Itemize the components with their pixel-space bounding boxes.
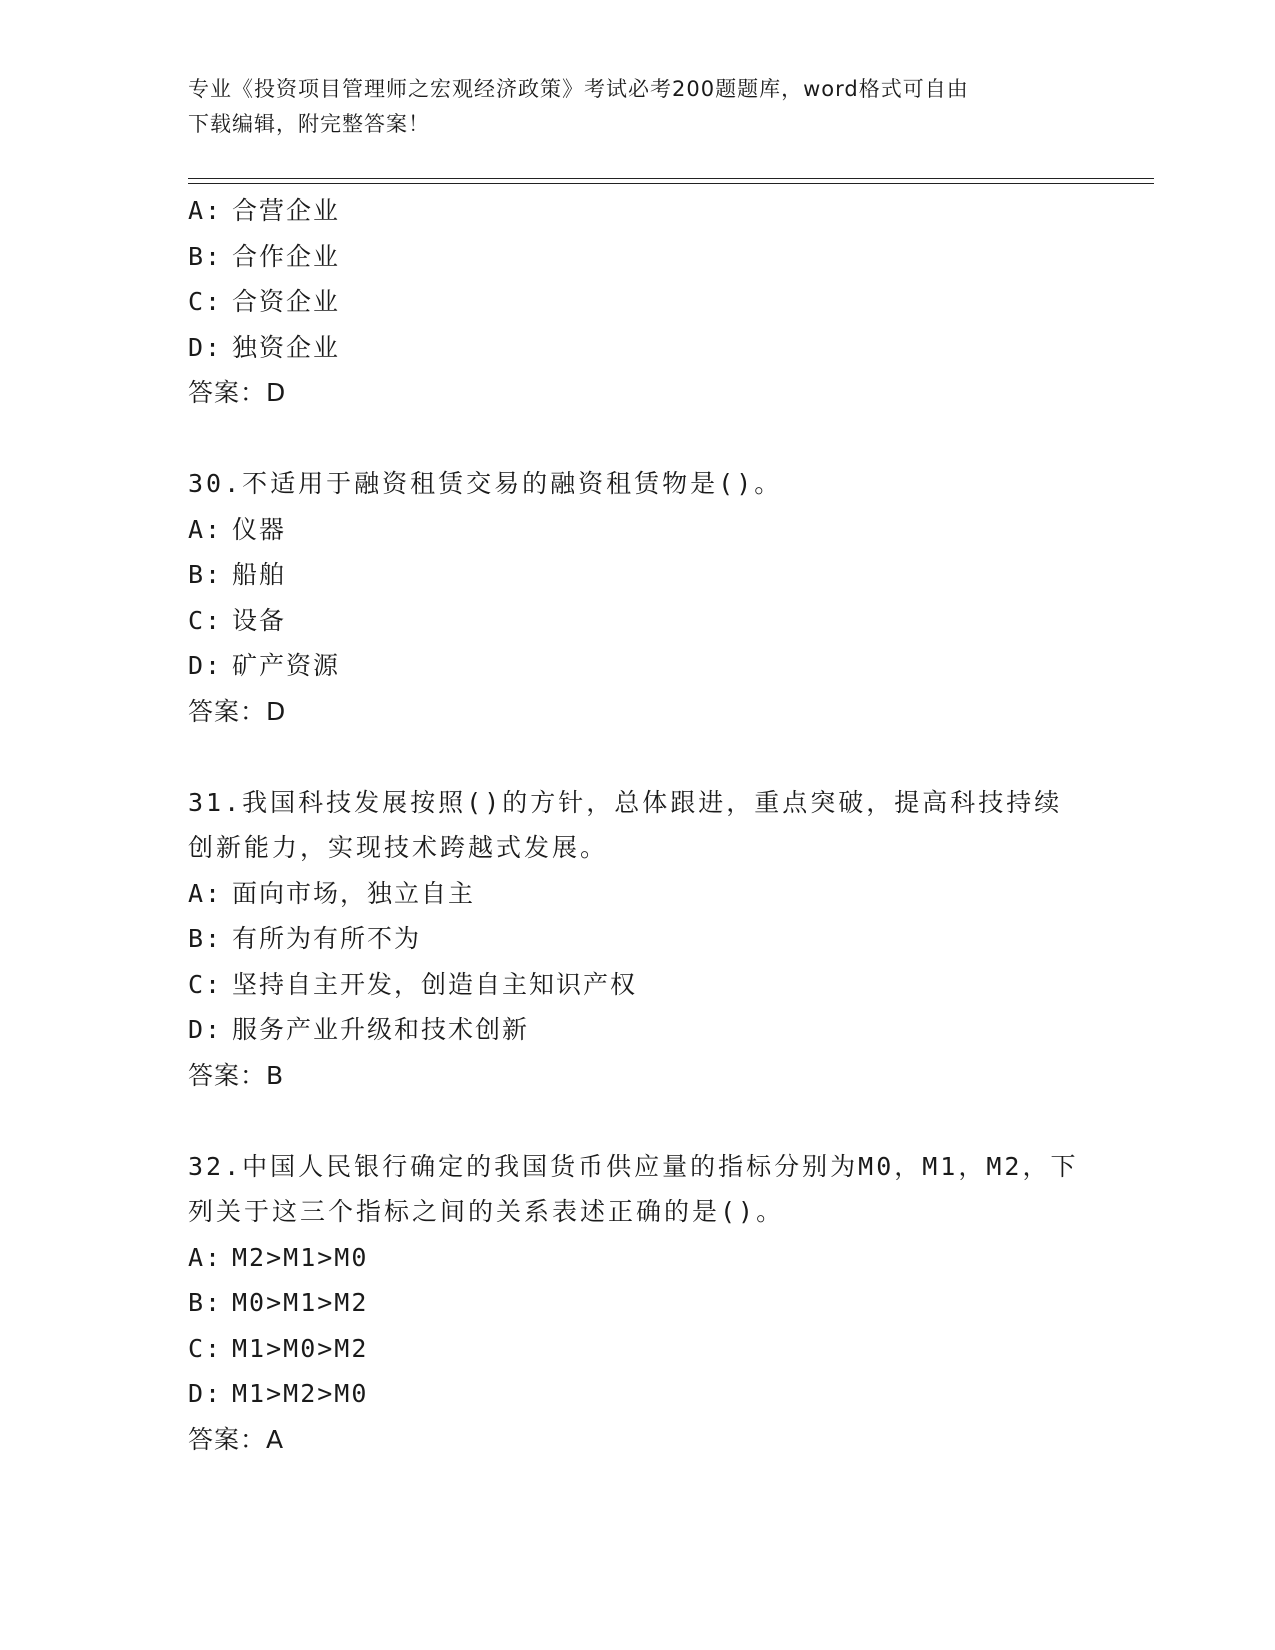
question-stem: 31.我国科技发展按照()的方针，总体跟进，重点突破，提高科技持续 xyxy=(188,787,1063,817)
option-text: M1>M2>M0 xyxy=(232,1379,369,1408)
option-text: M2>M1>M0 xyxy=(232,1242,369,1272)
option-text: 设备 xyxy=(232,605,287,635)
option-label: B: xyxy=(188,560,223,589)
option-c xyxy=(188,598,1088,644)
option-label: A: xyxy=(188,1242,223,1272)
answer-line: 答案：B xyxy=(188,1060,285,1090)
option-label: C: xyxy=(188,1333,223,1363)
option-label: C: xyxy=(188,969,223,999)
option-a xyxy=(188,1235,1088,1281)
header-line-1: 专业《投资项目管理师之宏观经济政策》考试必考200题题库，word格式可自由 xyxy=(188,77,969,101)
option-text: M1>M0>M2 xyxy=(232,1333,369,1363)
option-text: 合资企业 xyxy=(232,287,341,316)
option-text: 服务产业升级和技术创新 xyxy=(232,1015,530,1044)
option-label: B: xyxy=(188,1288,223,1317)
question-31 xyxy=(188,780,1088,1099)
option-b xyxy=(188,552,1088,598)
answer-line: 答案：A xyxy=(188,1424,285,1454)
option-b xyxy=(188,234,1088,280)
option-text: 有所为有所不为 xyxy=(232,924,422,953)
option-text: 合营企业 xyxy=(232,196,341,225)
question-30 xyxy=(188,461,1088,734)
option-label: A: xyxy=(188,514,223,544)
option-text: 船舶 xyxy=(232,560,287,589)
option-b xyxy=(188,1280,1088,1326)
question-stem: 30.不适用于融资租赁交易的融资租赁物是()。 xyxy=(188,469,783,498)
option-label: A: xyxy=(188,878,223,908)
option-text: 仪器 xyxy=(232,514,287,544)
option-label: D: xyxy=(188,651,223,680)
option-label: B: xyxy=(188,924,223,953)
question-list xyxy=(188,188,1088,1462)
option-label: C: xyxy=(188,605,223,635)
header-divider xyxy=(188,178,1154,184)
spacer xyxy=(188,734,1088,780)
option-text: 独资企业 xyxy=(232,332,341,362)
question-32 xyxy=(188,1144,1088,1463)
option-label: C: xyxy=(188,287,223,316)
document-header xyxy=(188,72,1088,142)
option-text: 合作企业 xyxy=(232,241,341,271)
option-label: A: xyxy=(188,196,223,225)
spacer xyxy=(188,416,1088,462)
option-label: D: xyxy=(188,1379,223,1408)
option-d xyxy=(188,1007,1088,1053)
header-line-2: 下载编辑，附完整答案！ xyxy=(188,112,430,136)
option-c xyxy=(188,1326,1088,1372)
option-c xyxy=(188,279,1088,325)
option-text: 面向市场，独立自主 xyxy=(232,878,476,908)
option-text: 坚持自主开发，创造自主知识产权 xyxy=(232,969,638,999)
question-stem: 列关于这三个指标之间的关系表述正确的是()。 xyxy=(188,1197,785,1226)
answer-line: 答案：D xyxy=(188,378,287,407)
question-stem: 创新能力，实现技术跨越式发展。 xyxy=(188,833,609,862)
option-label: D: xyxy=(188,332,223,362)
question-stem: 32.中国人民银行确定的我国货币供应量的指标分别为M0，M1，M2，下 xyxy=(188,1151,1079,1181)
option-c xyxy=(188,962,1088,1008)
option-d xyxy=(188,1371,1088,1417)
option-text: M0>M1>M2 xyxy=(232,1288,369,1317)
option-text: 矿产资源 xyxy=(232,651,341,680)
question-29 xyxy=(188,188,1088,416)
option-a xyxy=(188,188,1088,234)
answer-line: 答案：D xyxy=(188,696,287,726)
option-d xyxy=(188,643,1088,689)
option-label: B: xyxy=(188,241,223,271)
option-a xyxy=(188,507,1088,553)
spacer xyxy=(188,1098,1088,1144)
option-b xyxy=(188,916,1088,962)
option-a xyxy=(188,871,1088,917)
option-d xyxy=(188,325,1088,371)
option-label: D: xyxy=(188,1015,223,1044)
